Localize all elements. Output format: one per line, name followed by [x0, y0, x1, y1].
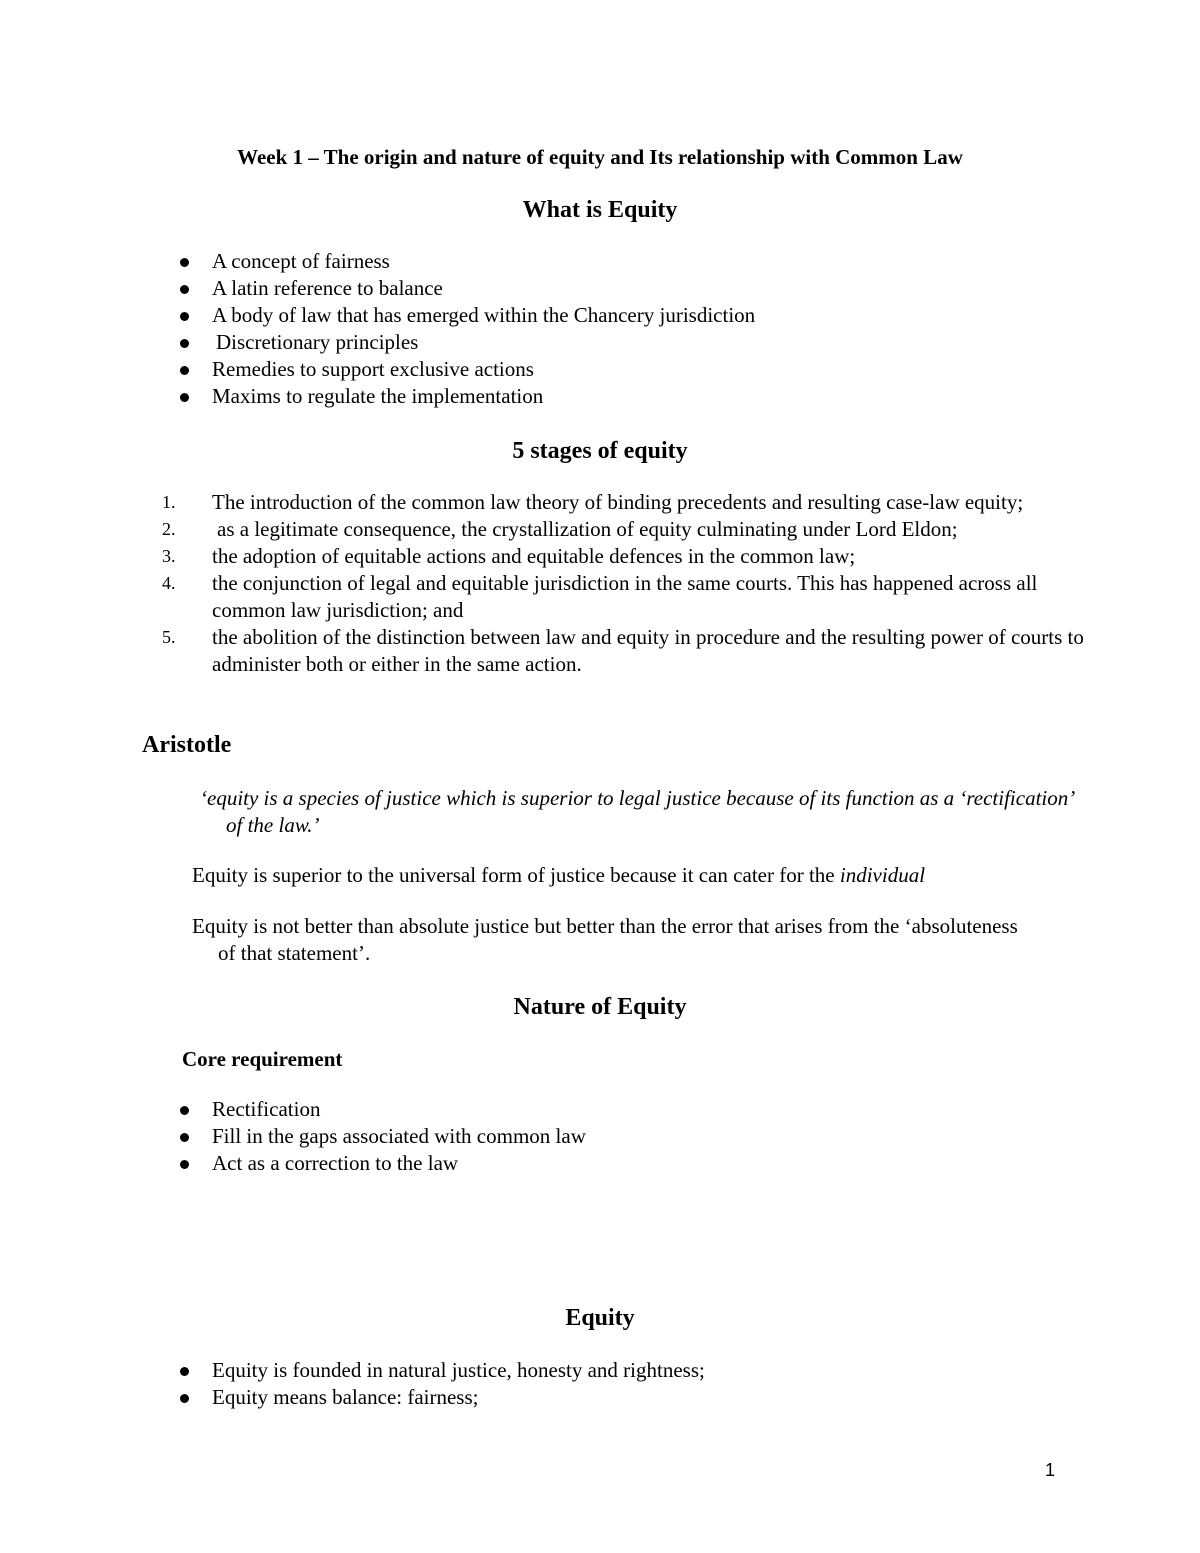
subheading-core-requirement: Core requirement: [182, 1047, 343, 1071]
bullet-icon: [180, 393, 189, 402]
heading-equity: Equity: [565, 1305, 635, 1331]
bullet-icon: [180, 366, 189, 375]
list-item: Maxims to regulate the implementation: [180, 383, 755, 410]
list-item: 5. the abolition of the distinction between law and equity in procedure and the resulting power of courts to administer both or either in the same action.: [162, 625, 1084, 676]
bullet-icon: [180, 1394, 189, 1403]
heading-aristotle: Aristotle: [142, 732, 232, 758]
list-item: 4. the conjunction of legal and equitable jurisdiction in the same courts. This has happened across all common law jurisdiction; and: [162, 571, 1038, 622]
what-is-equity-list: [180, 248, 755, 410]
document-title: Week 1 – The origin and nature of equity and Its relationship with Common Law: [237, 145, 963, 169]
aristotle-quote: ‘equity is a species of justice which is superior to legal justice because of its function as a ‘rectification’ of the law.’: [200, 786, 1073, 837]
bullet-icon: [180, 258, 189, 267]
list-item: Fill in the gaps associated with common law: [180, 1123, 586, 1150]
equity-list: [180, 1357, 705, 1411]
list-item: Act as a correction to the law: [180, 1150, 586, 1177]
list-item: A latin reference to balance: [180, 275, 755, 302]
aristotle-paragraph-individual: Equity is superior to the universal form of justice because it can cater for the individual: [192, 863, 926, 887]
heading-what-is-equity: What is Equity: [522, 197, 678, 223]
five-stages-list: [162, 489, 1102, 678]
list-item: 3. the adoption of equitable actions and equitable defences in the common law;: [162, 544, 856, 568]
heading-nature-of-equity: Nature of Equity: [513, 994, 687, 1020]
bullet-icon: [180, 312, 189, 321]
list-item: Equity means balance: fairness;: [180, 1384, 705, 1411]
list-item: Equity is founded in natural justice, honesty and rightness;: [180, 1357, 705, 1384]
bullet-icon: [180, 1367, 189, 1376]
core-requirement-list: [180, 1096, 586, 1177]
list-item: Rectification: [180, 1096, 586, 1123]
list-item: 2. as a legitimate consequence, the crystallization of equity culminating under Lord Eldon;: [162, 517, 958, 541]
bullet-icon: [180, 285, 189, 294]
bullet-icon: [180, 1133, 189, 1142]
aristotle-paragraph-absolute: Equity is not better than absolute justice but better than the error that arises from the ‘absoluteness of that statement’.: [192, 914, 1018, 965]
bullet-icon: [180, 1160, 189, 1169]
list-item: Discretionary principles: [180, 329, 755, 356]
list-item: A concept of fairness: [180, 248, 755, 275]
list-item: Remedies to support exclusive actions: [180, 356, 755, 383]
list-item: A body of law that has emerged within the Chancery jurisdiction: [180, 302, 755, 329]
heading-five-stages: 5 stages of equity: [512, 438, 688, 464]
page-number: 1: [1044, 1460, 1055, 1480]
bullet-icon: [180, 339, 189, 348]
list-item: 1. The introduction of the common law theory of binding precedents and resulting case-law equity;: [162, 490, 1024, 514]
bullet-icon: [180, 1106, 189, 1115]
